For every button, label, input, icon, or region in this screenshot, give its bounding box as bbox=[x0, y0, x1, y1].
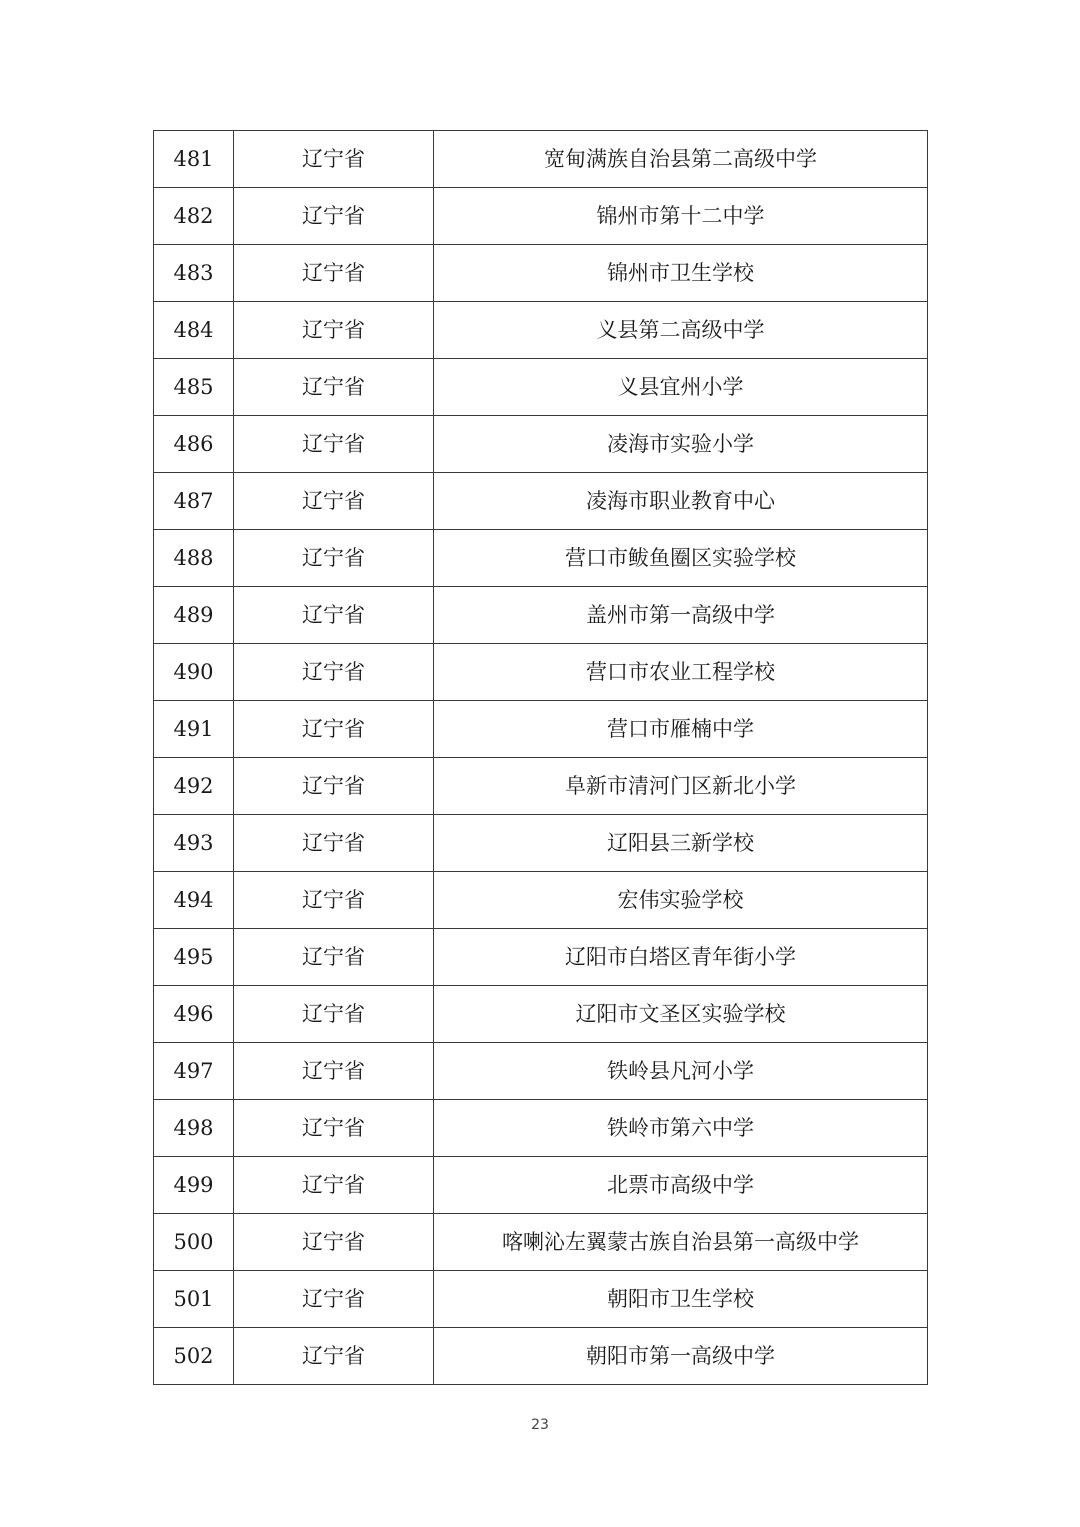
table-body bbox=[154, 131, 928, 1385]
cell-province: 辽宁省 bbox=[234, 131, 434, 188]
cell-number: 493 bbox=[154, 815, 234, 872]
table-row bbox=[154, 929, 928, 986]
cell-province: 辽宁省 bbox=[234, 473, 434, 530]
cell-number: 491 bbox=[154, 701, 234, 758]
cell-number: 501 bbox=[154, 1271, 234, 1328]
cell-province: 辽宁省 bbox=[234, 1214, 434, 1271]
table-row bbox=[154, 815, 928, 872]
cell-province: 辽宁省 bbox=[234, 701, 434, 758]
table-row bbox=[154, 302, 928, 359]
table-row bbox=[154, 986, 928, 1043]
table-row bbox=[154, 1157, 928, 1214]
cell-number: 490 bbox=[154, 644, 234, 701]
cell-school-name: 辽阳县三新学校 bbox=[434, 815, 928, 872]
cell-province: 辽宁省 bbox=[234, 1043, 434, 1100]
cell-province: 辽宁省 bbox=[234, 1100, 434, 1157]
table-row bbox=[154, 188, 928, 245]
cell-school-name: 阜新市清河门区新北小学 bbox=[434, 758, 928, 815]
cell-school-name: 北票市高级中学 bbox=[434, 1157, 928, 1214]
cell-number: 494 bbox=[154, 872, 234, 929]
table-row bbox=[154, 1328, 928, 1385]
table-row bbox=[154, 1100, 928, 1157]
school-list-table bbox=[153, 130, 928, 1385]
page-number: 23 bbox=[531, 1417, 549, 1433]
cell-school-name: 营口市鲅鱼圈区实验学校 bbox=[434, 530, 928, 587]
table-row bbox=[154, 245, 928, 302]
cell-province: 辽宁省 bbox=[234, 530, 434, 587]
cell-school-name: 宽甸满族自治县第二高级中学 bbox=[434, 131, 928, 188]
cell-province: 辽宁省 bbox=[234, 872, 434, 929]
cell-school-name: 铁岭县凡河小学 bbox=[434, 1043, 928, 1100]
cell-school-name: 辽阳市白塔区青年街小学 bbox=[434, 929, 928, 986]
cell-number: 483 bbox=[154, 245, 234, 302]
table-row bbox=[154, 644, 928, 701]
cell-school-name: 凌海市实验小学 bbox=[434, 416, 928, 473]
cell-school-name: 营口市农业工程学校 bbox=[434, 644, 928, 701]
table-row bbox=[154, 530, 928, 587]
cell-province: 辽宁省 bbox=[234, 302, 434, 359]
cell-province: 辽宁省 bbox=[234, 1271, 434, 1328]
cell-number: 489 bbox=[154, 587, 234, 644]
table-row bbox=[154, 1271, 928, 1328]
cell-school-name: 锦州市第十二中学 bbox=[434, 188, 928, 245]
cell-school-name: 朝阳市第一高级中学 bbox=[434, 1328, 928, 1385]
cell-number: 495 bbox=[154, 929, 234, 986]
table-row bbox=[154, 1043, 928, 1100]
cell-province: 辽宁省 bbox=[234, 929, 434, 986]
cell-province: 辽宁省 bbox=[234, 587, 434, 644]
table-row bbox=[154, 758, 928, 815]
cell-number: 486 bbox=[154, 416, 234, 473]
cell-number: 488 bbox=[154, 530, 234, 587]
cell-number: 482 bbox=[154, 188, 234, 245]
cell-number: 492 bbox=[154, 758, 234, 815]
cell-school-name: 锦州市卫生学校 bbox=[434, 245, 928, 302]
cell-province: 辽宁省 bbox=[234, 188, 434, 245]
table-row bbox=[154, 587, 928, 644]
cell-province: 辽宁省 bbox=[234, 359, 434, 416]
cell-province: 辽宁省 bbox=[234, 644, 434, 701]
cell-province: 辽宁省 bbox=[234, 1157, 434, 1214]
table-row bbox=[154, 701, 928, 758]
cell-number: 496 bbox=[154, 986, 234, 1043]
cell-number: 498 bbox=[154, 1100, 234, 1157]
cell-school-name: 朝阳市卫生学校 bbox=[434, 1271, 928, 1328]
cell-number: 500 bbox=[154, 1214, 234, 1271]
cell-school-name: 喀喇沁左翼蒙古族自治县第一高级中学 bbox=[434, 1214, 928, 1271]
cell-province: 辽宁省 bbox=[234, 416, 434, 473]
cell-province: 辽宁省 bbox=[234, 758, 434, 815]
cell-number: 487 bbox=[154, 473, 234, 530]
cell-province: 辽宁省 bbox=[234, 986, 434, 1043]
cell-school-name: 义县第二高级中学 bbox=[434, 302, 928, 359]
cell-number: 502 bbox=[154, 1328, 234, 1385]
cell-province: 辽宁省 bbox=[234, 1328, 434, 1385]
table-row bbox=[154, 131, 928, 188]
cell-number: 485 bbox=[154, 359, 234, 416]
table-row bbox=[154, 416, 928, 473]
table-row bbox=[154, 359, 928, 416]
table-row bbox=[154, 872, 928, 929]
cell-school-name: 铁岭市第六中学 bbox=[434, 1100, 928, 1157]
table-row bbox=[154, 473, 928, 530]
cell-province: 辽宁省 bbox=[234, 245, 434, 302]
cell-school-name: 凌海市职业教育中心 bbox=[434, 473, 928, 530]
cell-number: 484 bbox=[154, 302, 234, 359]
cell-school-name: 盖州市第一高级中学 bbox=[434, 587, 928, 644]
cell-number: 481 bbox=[154, 131, 234, 188]
cell-school-name: 营口市雁楠中学 bbox=[434, 701, 928, 758]
cell-number: 499 bbox=[154, 1157, 234, 1214]
cell-number: 497 bbox=[154, 1043, 234, 1100]
cell-school-name: 辽阳市文圣区实验学校 bbox=[434, 986, 928, 1043]
cell-school-name: 义县宜州小学 bbox=[434, 359, 928, 416]
table-row bbox=[154, 1214, 928, 1271]
cell-school-name: 宏伟实验学校 bbox=[434, 872, 928, 929]
cell-province: 辽宁省 bbox=[234, 815, 434, 872]
